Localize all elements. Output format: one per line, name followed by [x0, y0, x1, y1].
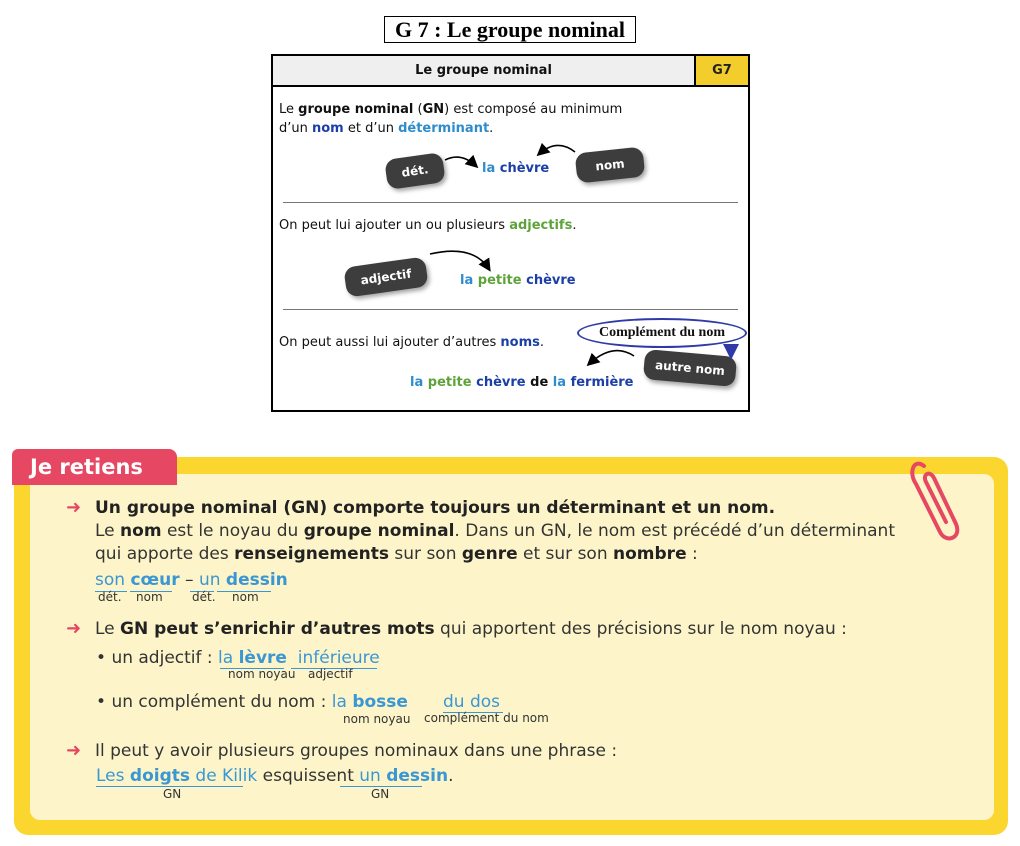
example-2: la petite chèvre: [460, 273, 576, 288]
bullet-arrow-icon: ➜: [66, 497, 82, 518]
label-det: dét.: [98, 590, 122, 604]
pill-det: dét.: [384, 152, 446, 190]
example-sentence: Les doigts de Kilik esquissent un dessin.: [96, 766, 454, 786]
card-arrows: [273, 56, 748, 410]
example-du-dos: du dos: [443, 692, 501, 712]
card-title: Le groupe nominal: [415, 63, 552, 78]
paperclip-icon: [910, 456, 970, 546]
label-gn: GN: [163, 787, 182, 801]
definition-line-2: d’un nom et d’un déterminant.: [279, 121, 494, 136]
arrow-nom-to-noun-icon: [539, 145, 575, 154]
example-son-coeur-un-dessin: son cœur – un dessin: [95, 570, 288, 590]
rule-1-line-2: Le nom est le noyau du groupe nominal. Dans un GN, le nom est précédé d’un déterminant: [95, 521, 895, 541]
arrow-det-to-noun-icon: [445, 157, 476, 166]
example-3: la petite chèvre de la fermière: [410, 375, 634, 390]
rule-1-line-1: Un groupe nominal (GN) comporte toujours un déterminant et un nom.: [95, 498, 776, 518]
lesson-card: [271, 54, 750, 412]
bullet-arrow-icon: ➜: [66, 618, 82, 639]
label-nom: nom: [136, 590, 163, 604]
bullet-adjectif: • un adjectif : la lèvre inférieure: [96, 648, 380, 668]
noun-line: On peut aussi lui ajouter d’autres noms.: [279, 335, 545, 350]
adjective-line: On peut lui ajouter un ou plusieurs adjectifs.: [279, 218, 577, 233]
pill-autre-nom: autre nom: [643, 349, 737, 387]
retiens-tab-label: Je retiens: [30, 455, 143, 479]
bullet-complement-du-nom: • un complément du nom : la bosse: [96, 692, 408, 712]
pill-nom: nom: [575, 147, 646, 184]
label-nom-noyau: nom noyau: [343, 712, 411, 726]
definition-line-1: Le groupe nominal (GN) est composé au minimum: [279, 102, 623, 117]
label-nom-noyau: nom noyau: [228, 667, 296, 681]
label-complement-du-nom: complément du nom: [424, 711, 549, 725]
arrow-adjectif-icon: [430, 251, 489, 269]
card-code-badge: G7: [694, 56, 748, 85]
arrow-autre-nom-icon: [589, 351, 634, 364]
pill-adjectif: adjectif: [343, 256, 428, 297]
page-title: G 7 : Le groupe nominal: [384, 16, 636, 43]
label-det: dét.: [192, 590, 216, 604]
bullet-arrow-icon: ➜: [66, 740, 82, 761]
label-gn: GN: [371, 787, 390, 801]
example-1: la chèvre: [482, 161, 550, 176]
label-adjectif: adjectif: [308, 667, 353, 681]
label-nom: nom: [232, 590, 259, 604]
rule-3-line-1: Il peut y avoir plusieurs groupes nominaux dans une phrase :: [95, 741, 618, 761]
rule-1-line-3: qui apporte des renseignements sur son genre et sur son nombre :: [95, 544, 698, 564]
rule-2-line-1: Le GN peut s’enrichir d’autres mots qui apportent des précisions sur le nom noyau :: [95, 619, 847, 639]
complement-du-nom-oval: Complément du nom: [577, 318, 747, 348]
